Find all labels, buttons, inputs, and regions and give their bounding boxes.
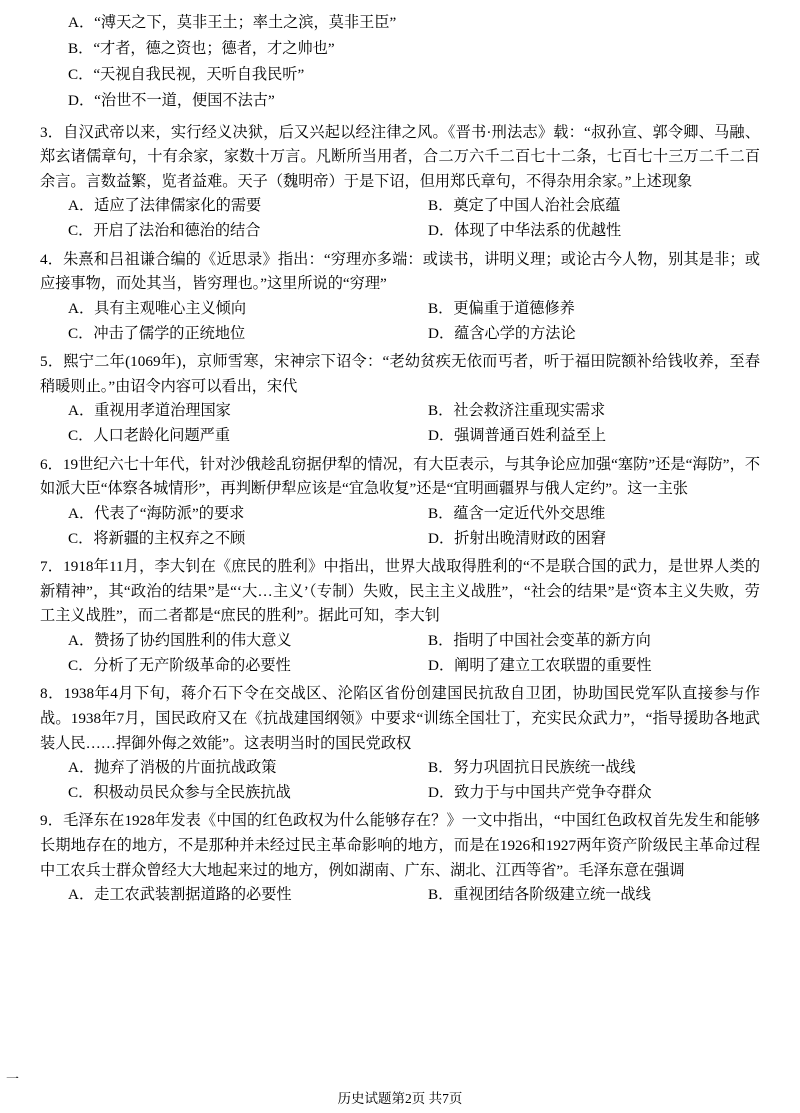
question-stem xyxy=(40,121,760,195)
question-stem xyxy=(40,453,760,502)
option-row xyxy=(40,502,760,527)
option-a: A．重视用孝道治理国家 xyxy=(68,402,231,420)
option-d: D．体现了中华法系的优越性 xyxy=(428,222,622,240)
option-c: C．“天视自我民视，天听自我民听” xyxy=(68,66,305,84)
option-a: A．具有主观唯心主义倾向 xyxy=(68,299,247,317)
option-a: A．适应了法律儒家化的需要 xyxy=(68,197,262,215)
option-b: B．更偏重于道德修养 xyxy=(428,299,575,317)
question-6 xyxy=(40,453,760,552)
question-text: 熙宁二年(1069年)，京师雪寒，宋神宗下诏令：“老幼贫疾无依而丐者，听于福田院额补给钱收养，至春稍暖则止。”由诏令内容可以看出，宋代 xyxy=(40,353,761,395)
question-number: 7． xyxy=(40,558,64,576)
option-b: B．“才者，德之资也；德者，才之帅也” xyxy=(68,40,335,58)
question-5 xyxy=(40,350,760,449)
option-a: A．“溥天之下，莫非王土；率土之滨，莫非王臣” xyxy=(68,14,397,31)
page-footer: 历史试题第2页 共7页 xyxy=(337,1091,463,1106)
option-row xyxy=(40,629,760,654)
question-number: 4． xyxy=(40,250,64,268)
option-row xyxy=(40,756,760,781)
option-b: B．重视团结各阶级建立统一战线 xyxy=(428,886,651,904)
question-text: 朱熹和吕祖谦合编的《近思录》指出：“穷理亦多端：或读书，讲明义理；或论古今人物，别其是非；或应接事物，而处其当，皆穷理也。”这里所说的“穷理” xyxy=(40,250,761,293)
question-number: 9． xyxy=(40,812,64,830)
option-a: A．赞扬了协约国胜利的伟大意义 xyxy=(68,632,292,650)
question-number: 3． xyxy=(40,123,64,141)
option-row xyxy=(40,219,760,244)
option-row xyxy=(40,781,760,806)
option-b: B．社会救济注重现实需求 xyxy=(428,402,606,420)
option-a: A．抛弃了消极的片面抗战政策 xyxy=(68,759,277,777)
option-row xyxy=(40,297,760,322)
option-d: D．致力于与中国共产党争夺群众 xyxy=(428,783,652,801)
question-8 xyxy=(40,682,760,805)
option-b: B．奠定了中国人治社会底蕴 xyxy=(428,197,621,215)
option-row xyxy=(40,194,760,219)
option-c: C．人口老龄化问题严重 xyxy=(68,427,231,445)
option-b: B．蕴含一定近代外交思维 xyxy=(428,504,606,522)
option-b: B．努力巩固抗日民族统一战线 xyxy=(428,759,636,777)
question-4 xyxy=(40,248,760,347)
option-c: C．开启了法治和德治的结合 xyxy=(68,222,261,240)
corner-mark: 一 xyxy=(6,1071,20,1086)
question-7 xyxy=(40,555,760,678)
question-number: 6． xyxy=(40,455,63,473)
question-text: 毛泽东在1928年发表《中国的红色政权为什么能够存在？》一文中指出，“中国红色政权首先发生和能够长期地存在的地方，不是那种并未经过民主革命影响的地方，而是在1926和1927两年资产阶级民主革命过程中工农兵士群众曾经大大地起来过的地方，例如湖南、广东、湖北、江西等省”。毛泽东意在强调 xyxy=(40,812,760,879)
option-b: B．指明了中国社会变革的新方向 xyxy=(428,632,651,650)
question-number: 5． xyxy=(40,353,64,371)
option-row xyxy=(40,322,760,347)
option-d: D．“治世不一道，便国不法古” xyxy=(68,92,275,110)
question-stem xyxy=(40,809,760,883)
question-text: 1918年11月，李大钊在《庶民的胜利》中指出，世界大战取得胜利的“不是联合国的武力，是世界人类的新精神”，其“政治的结果”是“‘大…主义’（专制）失败，民主主义战胜”，“社会的结果”是“资本主义失败，劳工主义战胜”，而二者都是“庶民的胜利”。据此可知，李大钊 xyxy=(40,558,761,625)
option-a: A．走工农武装割据道路的必要性 xyxy=(68,886,292,904)
option-d: D．阐明了建立工农联盟的重要性 xyxy=(428,656,652,674)
question-stem xyxy=(40,350,760,399)
option-row xyxy=(40,527,760,552)
option-d: D．蕴含心学的方法论 xyxy=(428,324,576,342)
question-text: 19世纪六七十年代，针对沙俄趁乱窃据伊犁的情况，有大臣表示，与其争论应加强“塞防”还是“海防”，不如派大臣“体察各城情形”，再判断伊犁应该是“宜急收复”还是“宜明画疆界与俄人定约”。这一主张 xyxy=(40,455,761,498)
question-text: 1938年4月下旬，蒋介石下令在交战区、沦陷区省份创建国民抗敌自卫团，协助国民党军队直接参与作战。1938年7月，国民政府又在《抗战建国纲领》中要求“训练全国壮丁，充实民众武力”，“指导援助各地武装人民……捍御外侮之效能”。这表明当时的国民党政权 xyxy=(40,685,761,752)
option-d: D．强调普通百姓利益至上 xyxy=(428,427,607,445)
continued-options xyxy=(40,10,760,115)
question-stem xyxy=(40,555,760,629)
option-d: D．折射出晚清财政的困窘 xyxy=(428,529,607,547)
option-row xyxy=(40,654,760,679)
option-a: A．代表了“海防派”的要求 xyxy=(68,504,245,522)
option-row xyxy=(40,399,760,424)
question-stem xyxy=(40,248,760,297)
option-row xyxy=(40,424,760,449)
question-text: 自汉武帝以来，实行经义决狱，后又兴起以经注律之风。《晋书·刑法志》载：“叔孙宣、郭令卿、马融、郑玄诸儒章句，十有余家，家数十万言。凡断所当用者，合二万六千二百七十二条，七百七十三万二千二百余言。言数益繁，览者益难。天子（魏明帝）于是下诏，但用郑氏章句，不得杂用余家。”上述现象 xyxy=(40,123,761,190)
option-row xyxy=(40,883,760,908)
question-number: 8． xyxy=(40,685,64,703)
question-stem xyxy=(40,682,760,756)
question-3 xyxy=(40,121,760,244)
option-c: C．分析了无产阶级革命的必要性 xyxy=(68,656,291,674)
option-c: C．冲击了儒学的正统地位 xyxy=(68,324,246,342)
option-c: C．将新疆的主权弃之不顾 xyxy=(68,529,246,547)
option-c: C．积极动员民众参与全民族抗战 xyxy=(68,783,291,801)
question-9 xyxy=(40,809,760,908)
